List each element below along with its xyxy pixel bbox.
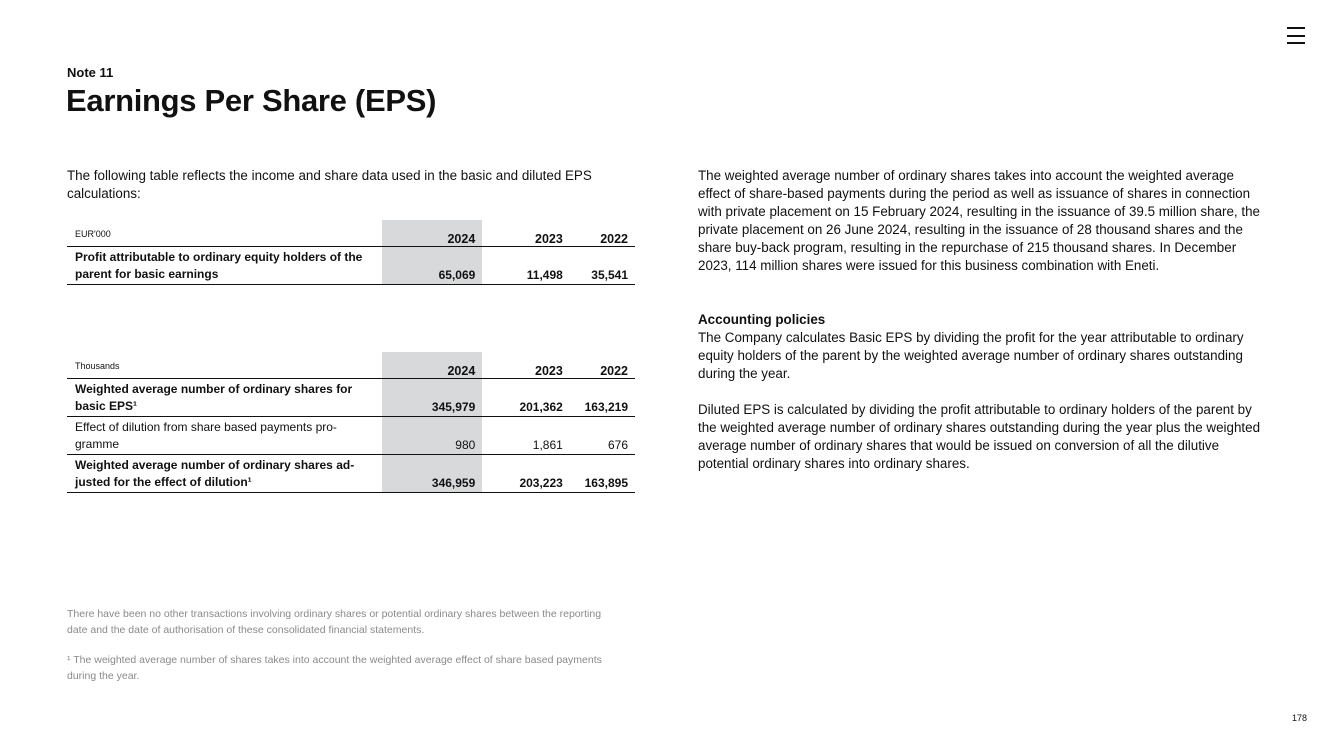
year-2023-header: 2023 (535, 232, 563, 246)
value-2024: 65,069 (382, 247, 483, 285)
diluted-eps-paragraph: Diluted EPS is calculated by dividing the profit attributable to ordinary holders of the parent by the weighted average number of ordinary shares outstanding during the year plus the weighted average number of ordinary shares that would be issued on conversion of all the dilutive potential ordinary shares into ordinary shares. (698, 402, 1261, 471)
table-row (67, 247, 635, 285)
year-2024-header: 2024 (382, 352, 483, 379)
accounting-policies-heading: Accounting policies (698, 312, 826, 327)
value-2023: 203,223 (519, 476, 563, 490)
row-label: Weighted average number of ordinary shares adjusted for the effect of dilution¹ (75, 458, 355, 489)
year-2022-header: 2022 (600, 232, 628, 246)
value-2024: 346,959 (382, 455, 483, 493)
value-2022: 35,541 (591, 268, 628, 282)
basic-eps-paragraph: The Company calculates Basic EPS by dividing the profit for the year attributable to ordinary equity holders of the parent by the weighted average number of ordinary shares outstanding during the year. (698, 330, 1244, 381)
value-2023: 1,861 (532, 438, 563, 452)
table-header-row (67, 220, 635, 247)
row-label: Profit attributable to ordinary equity holders of the parent for basic earnings (75, 250, 363, 281)
page-number: 178 (1292, 713, 1308, 723)
value-2024: 345,979 (382, 379, 483, 417)
row-label: Effect of dilution from share based payments programme (75, 420, 337, 451)
table-row (67, 417, 635, 455)
menu-bar-top (1287, 27, 1305, 29)
profit-table (67, 220, 635, 285)
value-2023: 11,498 (526, 268, 563, 282)
table-row (67, 379, 635, 417)
row-label: Weighted average number of ordinary shares for basic EPS¹ (75, 382, 353, 413)
shares-table (67, 352, 635, 493)
value-2023: 201,362 (519, 400, 563, 414)
menu-bar-middle (1287, 35, 1305, 37)
year-2023-header: 2023 (535, 364, 563, 378)
unit-label: EUR'000 (75, 229, 111, 239)
menu-bar-bottom (1287, 42, 1305, 44)
unit-label: Thousands (75, 361, 120, 371)
footnote-transactions: There have been no other transactions involving ordinary shares or potential ordinary shares between the reporting date and the date of authorisation of these consolidated financial statements. (67, 608, 602, 636)
value-2022: 163,895 (584, 476, 628, 490)
year-2022-header: 2022 (600, 364, 628, 378)
value-2022: 163,219 (584, 400, 628, 414)
table-header-row (67, 352, 635, 379)
weighted-average-paragraph: The weighted average number of ordinary shares takes into account the weighted average effect of share-based payments during the period as well as issuance of shares in connection with private placement on 15 February 2024, resulting in the issuance of 39.5 million share, the private placement on 26 June 2024, resulting in the issuance of 28 thousand shares and the share buy-back program, resulting in the repurchase of 215 thousand shares. In December 2023, 114 million shares were issued for this business combination with Eneti. (698, 168, 1260, 273)
table-row (67, 455, 635, 493)
value-2022: 676 (607, 438, 628, 452)
year-2024-header: 2024 (382, 220, 483, 247)
note-label: Note 11 (67, 65, 114, 80)
page-title: Earnings Per Share (EPS) (66, 83, 437, 118)
footnote-weighted-average: ¹ The weighted average number of shares takes into account the weighted average effect of share based payments during the year. (67, 654, 602, 682)
value-2024: 980 (382, 417, 483, 455)
hamburger-menu-icon[interactable] (1287, 27, 1305, 44)
intro-text: The following table reflects the income and share data used in the basic and diluted EPS calculations: (67, 168, 592, 201)
